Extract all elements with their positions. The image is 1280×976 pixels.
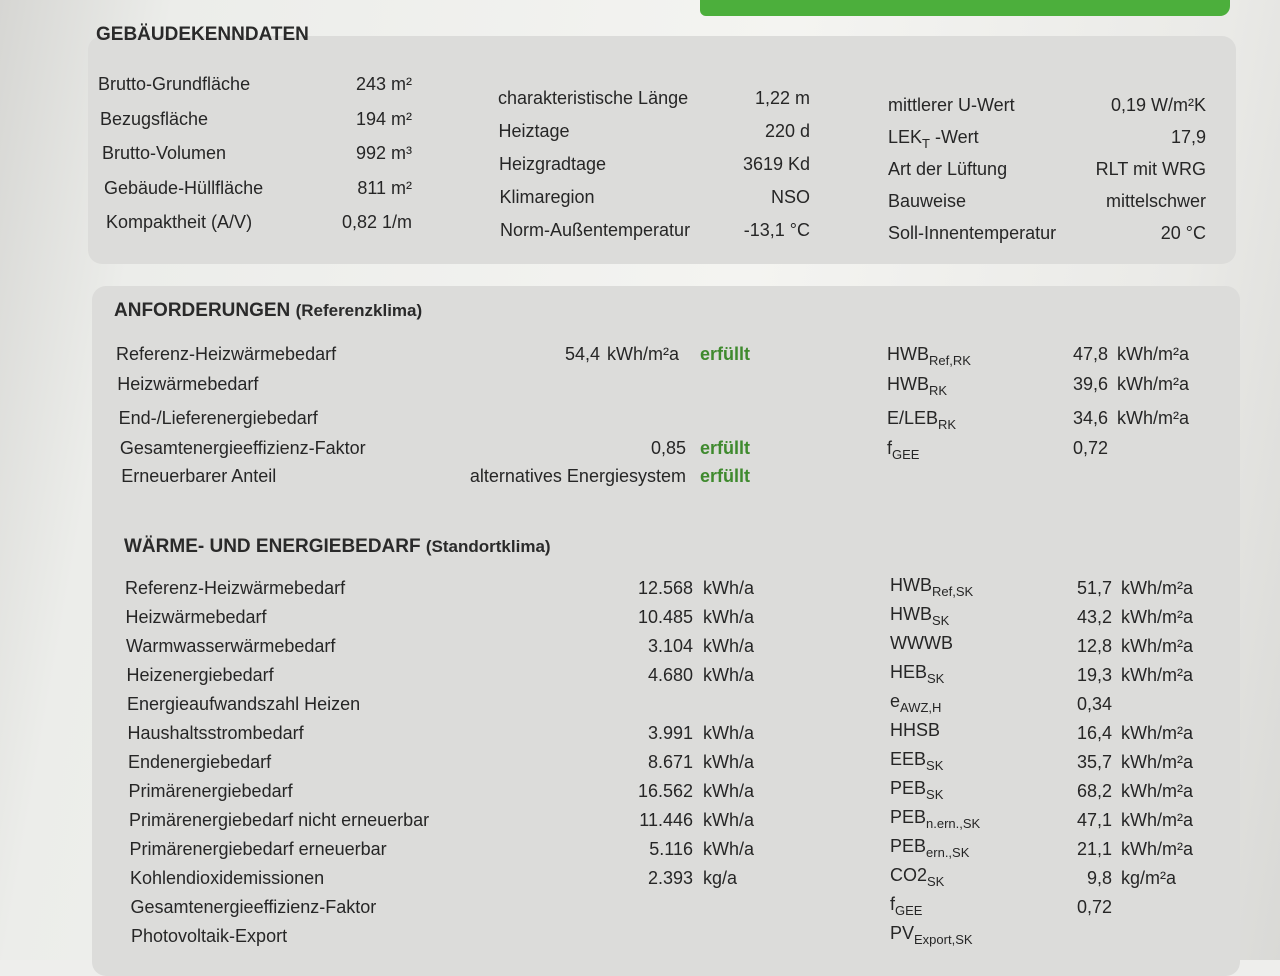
building-data-label: Brutto-Volumen xyxy=(102,143,227,163)
symbol-subscript: SK xyxy=(927,671,945,686)
energy-demand-unit: kWh/a xyxy=(703,723,755,743)
energy-demand-symbol xyxy=(890,633,953,657)
symbol-subscript: RK xyxy=(928,383,948,398)
energy-demand-row xyxy=(128,749,1200,778)
energy-demand-label: Primärenergiebedarf nicht erneuerbar xyxy=(129,810,430,830)
building-data-value: mittelschwer xyxy=(1105,191,1206,211)
energy-demand-label: Primärenergiebedarf erneuerbar xyxy=(129,839,387,859)
energy-demand-ref-value: 16,4 xyxy=(1076,723,1112,743)
building-data-value: 3619 Kd xyxy=(742,154,810,174)
building-data-value: 811 m² xyxy=(357,177,412,198)
symbol-main: HHSB xyxy=(890,720,941,740)
label-main: LEK xyxy=(888,127,923,147)
energy-demand-row xyxy=(126,662,1201,691)
energy-demand-row xyxy=(129,807,1200,836)
requirement-ref-unit: kWh/m²a xyxy=(1116,408,1189,428)
requirement-label: Heizwärmebedarf xyxy=(117,374,259,394)
building-data-label: Bezugsfläche xyxy=(100,108,209,129)
requirement-ref-unit: kWh/m²a xyxy=(1117,344,1189,364)
symbol-main: f xyxy=(886,438,892,458)
energy-demand-ref-value: 43,2 xyxy=(1076,607,1112,627)
energy-demand-label: Gesamtenergieeffizienz-Faktor xyxy=(130,897,377,917)
energy-demand-symbol xyxy=(890,807,980,831)
energy-demand-label: Endenergiebedarf xyxy=(128,752,272,772)
energy-demand-row xyxy=(127,691,1200,720)
energy-demand-value: 16.562 xyxy=(637,781,693,801)
symbol-main: PEB xyxy=(890,836,927,856)
symbol-main: WWWB xyxy=(890,633,953,653)
energy-demand-unit: kg/a xyxy=(703,868,738,888)
building-data-label: Gebäude-Hüllfläche xyxy=(104,177,264,198)
symbol-subscript: RK xyxy=(938,417,957,432)
building-data-row xyxy=(500,220,812,246)
energy-demand-value: 11.446 xyxy=(639,810,693,830)
label-subscript: T xyxy=(922,136,930,151)
requirements-title xyxy=(114,300,422,322)
symbol-main: E/LEB xyxy=(886,408,939,428)
requirement-symbol xyxy=(887,408,956,432)
symbol-subscript: n.ern.,SK xyxy=(926,816,981,831)
energy-demand-ref-value: 35,7 xyxy=(1076,752,1112,772)
energy-demand-ref-value: 68,2 xyxy=(1076,781,1112,801)
building-data-value: RLT mit WRG xyxy=(1095,159,1206,179)
building-data-heading: GEBÄUDEKENNDATEN xyxy=(96,24,309,45)
requirement-ref-value: 0,72 xyxy=(1072,438,1108,458)
symbol-main: HEB xyxy=(890,662,928,682)
energy-demand-unit: kWh/a xyxy=(703,781,755,801)
energy-demand-unit: kWh/a xyxy=(703,665,755,685)
building-data-label: Soll-Innentemperatur xyxy=(888,223,1057,243)
symbol-subscript: SK xyxy=(927,874,945,889)
symbol-subscript: GEE xyxy=(892,447,920,462)
building-data-row xyxy=(499,154,811,180)
energy-demand-value: 2.393 xyxy=(647,868,693,888)
symbol-subscript: Ref,RK xyxy=(929,353,971,368)
energy-demand-symbol xyxy=(890,836,969,860)
requirement-status: erfüllt xyxy=(700,344,751,364)
energy-demand-value: 12.568 xyxy=(637,578,693,598)
building-data-row xyxy=(888,127,1206,153)
requirement-label: Gesamtenergieeffizienz-Faktor xyxy=(119,438,366,458)
building-data-value: 20 °C xyxy=(1160,223,1206,243)
building-data-label xyxy=(888,127,979,151)
energy-demand-ref-unit: kg/m²a xyxy=(1121,868,1177,888)
symbol-subscript: Ref,SK xyxy=(932,584,974,599)
energy-demand-title xyxy=(124,536,551,558)
requirement-row xyxy=(117,374,1190,400)
building-data-row xyxy=(100,109,414,135)
building-data-value: 0,19 W/m²K xyxy=(1110,95,1206,115)
symbol-subscript: Export,SK xyxy=(914,932,973,947)
symbol-subscript: GEE xyxy=(895,903,923,918)
requirement-ref-value: 39,6 xyxy=(1072,374,1108,394)
energy-demand-ref-unit: kWh/m²a xyxy=(1121,723,1193,743)
building-data-label: Kompaktheit (A/V) xyxy=(106,212,253,232)
symbol-subscript: SK xyxy=(926,758,944,773)
energy-demand-unit: kWh/a xyxy=(703,839,755,859)
building-data-row xyxy=(499,121,811,147)
energy-demand-ref-value: 51,7 xyxy=(1076,578,1112,598)
building-data-value: 17,9 xyxy=(1170,127,1206,147)
symbol-subscript: SK xyxy=(926,787,944,802)
building-data-label: Heizgradtage xyxy=(499,154,607,174)
energy-demand-symbol xyxy=(890,923,973,947)
building-data-value: 992 m³ xyxy=(355,143,412,163)
building-data-label: Brutto-Grundfläche xyxy=(98,74,251,94)
energy-demand-value: 3.104 xyxy=(647,636,693,656)
building-data-value: -13,1 °C xyxy=(743,220,810,240)
requirements-subheading: (Referenzklima) xyxy=(295,301,423,320)
energy-demand-value: 3.991 xyxy=(647,723,693,743)
symbol-subscript: AWZ,H xyxy=(900,700,942,715)
requirement-ref-unit: kWh/m²a xyxy=(1116,374,1189,394)
building-data-row xyxy=(888,223,1206,249)
symbol-main: HWB xyxy=(890,575,932,595)
building-data-row xyxy=(102,143,416,169)
energy-demand-ref-value: 47,1 xyxy=(1076,810,1112,830)
energy-demand-ref-unit: kWh/m²a xyxy=(1121,607,1193,627)
building-data-value: 0,82 1/m xyxy=(341,212,412,232)
energy-demand-unit: kWh/a xyxy=(703,578,755,598)
symbol-main: CO2 xyxy=(890,865,928,885)
header-accent-bar xyxy=(700,0,1230,16)
building-data-label: charakteristische Länge xyxy=(498,88,689,108)
requirement-label: Erneuerbarer Anteil xyxy=(121,466,277,486)
energy-demand-symbol xyxy=(890,575,973,599)
requirement-status: erfüllt xyxy=(699,438,750,458)
energy-demand-symbol xyxy=(890,778,943,802)
building-data-label: Art der Lüftung xyxy=(888,159,1008,179)
energy-demand-unit: kWh/a xyxy=(703,810,755,830)
energy-demand-label: Warmwasserwärmebedarf xyxy=(126,636,336,656)
symbol-subscript: ern.,SK xyxy=(926,845,970,860)
energy-demand-subheading: (Standortklima) xyxy=(425,537,551,556)
energy-demand-ref-value: 9,8 xyxy=(1086,868,1112,888)
building-data-value: 243 m² xyxy=(355,74,412,94)
energy-demand-symbol xyxy=(890,865,944,889)
energy-demand-value: 4.680 xyxy=(647,665,693,685)
requirement-label: Referenz-Heizwärmebedarf xyxy=(116,344,337,364)
building-data-value: 220 d xyxy=(764,121,810,141)
requirement-symbol xyxy=(887,374,947,398)
energy-demand-label: Referenz-Heizwärmebedarf xyxy=(125,578,346,598)
energy-demand-row xyxy=(131,923,1200,952)
energy-demand-symbol xyxy=(890,749,943,773)
energy-demand-ref-unit: kWh/m²a xyxy=(1121,665,1193,685)
building-data-label: mittlerer U-Wert xyxy=(888,95,1015,115)
energy-demand-row xyxy=(130,894,1201,923)
building-data-row xyxy=(498,88,810,114)
energy-demand-label: Primärenergiebedarf xyxy=(128,781,293,801)
symbol-main: HWB xyxy=(890,604,932,624)
energy-demand-row xyxy=(125,604,1201,633)
symbol-main: HWB xyxy=(887,344,929,364)
building-data-row xyxy=(888,159,1206,185)
building-data-row xyxy=(500,187,812,213)
energy-demand-heading: WÄRME- UND ENERGIEBEDARF xyxy=(124,536,421,557)
building-data-label: Norm-Außentemperatur xyxy=(500,220,691,240)
symbol-subscript: SK xyxy=(932,613,950,628)
building-data-title xyxy=(96,24,309,46)
energy-demand-row xyxy=(125,575,1200,604)
energy-demand-value: 5.116 xyxy=(649,839,693,859)
building-data-row xyxy=(106,212,420,238)
requirement-row xyxy=(120,438,1190,464)
energy-demand-row xyxy=(126,633,1200,662)
energy-demand-label: Heizwärmebedarf xyxy=(125,607,267,627)
energy-demand-ref-unit: kWh/m²a xyxy=(1121,578,1193,598)
energy-demand-ref-value: 12,8 xyxy=(1076,636,1112,656)
requirement-value: 54,4 xyxy=(564,344,600,364)
symbol-main: f xyxy=(890,894,896,914)
label-suffix: -Wert xyxy=(929,127,979,147)
requirement-symbol xyxy=(887,438,919,462)
requirement-row xyxy=(119,408,1190,434)
energy-demand-ref-unit: kWh/m²a xyxy=(1121,810,1193,830)
energy-demand-value: 10.485 xyxy=(637,607,693,627)
energy-demand-ref-value: 19,3 xyxy=(1076,665,1112,685)
building-data-row xyxy=(98,74,412,100)
symbol-main: HWB xyxy=(886,374,929,394)
energy-demand-row xyxy=(127,720,1201,749)
symbol-main: PV xyxy=(890,923,915,943)
building-data-row xyxy=(888,95,1206,121)
energy-demand-ref-value: 21,1 xyxy=(1076,839,1112,859)
energy-demand-unit: kWh/a xyxy=(703,636,755,656)
building-data-value: 194 m² xyxy=(355,108,412,129)
energy-demand-row xyxy=(130,865,1200,894)
energy-demand-symbol xyxy=(890,894,922,918)
energy-demand-symbol xyxy=(890,604,949,628)
requirement-value: alternatives Energiesystem xyxy=(469,466,686,486)
symbol-main: PEB xyxy=(890,778,927,798)
energy-demand-ref-unit: kWh/m²a xyxy=(1121,752,1193,772)
energy-demand-value: 8.671 xyxy=(647,752,693,772)
energy-demand-row xyxy=(129,836,1201,865)
symbol-main: PEB xyxy=(890,807,927,827)
building-data-value: 1,22 m xyxy=(754,88,810,108)
energy-demand-symbol xyxy=(890,691,941,715)
energy-demand-ref-unit: kWh/m²a xyxy=(1121,839,1193,859)
requirements-heading: ANFORDERUNGEN xyxy=(114,300,291,321)
building-data-label: Bauweise xyxy=(888,191,967,211)
energy-demand-ref-unit: kWh/m²a xyxy=(1121,636,1193,656)
requirement-row xyxy=(116,344,1190,370)
energy-demand-unit: kWh/a xyxy=(703,607,755,627)
symbol-main: EEB xyxy=(890,749,927,769)
symbol-main: e xyxy=(890,691,901,711)
energy-demand-symbol xyxy=(890,720,940,744)
building-data-row xyxy=(888,191,1206,217)
energy-demand-label: Heizenergiebedarf xyxy=(126,665,274,685)
requirement-ref-value: 34,6 xyxy=(1072,408,1108,428)
requirement-status: erfüllt xyxy=(699,466,750,486)
energy-demand-label: Photovoltaik-Export xyxy=(131,926,288,946)
energy-demand-label: Energieaufwandszahl Heizen xyxy=(127,694,361,714)
requirement-value: 0,85 xyxy=(650,438,686,458)
energy-demand-label: Kohlendioxidemissionen xyxy=(130,868,325,888)
building-data-label: Klimaregion xyxy=(499,187,595,207)
energy-demand-ref-unit: kWh/m²a xyxy=(1121,781,1193,801)
building-data-label: Heiztage xyxy=(498,121,570,141)
requirement-row xyxy=(121,466,1190,492)
building-data-row xyxy=(104,178,418,204)
energy-demand-ref-value: 0,72 xyxy=(1076,897,1112,917)
requirement-symbol xyxy=(887,344,971,368)
requirement-ref-value: 47,8 xyxy=(1072,344,1108,364)
energy-demand-label: Haushaltsstrombedarf xyxy=(127,723,304,743)
requirement-unit: kWh/m²a xyxy=(607,344,679,364)
requirement-label: End-/Lieferenergiebedarf xyxy=(118,408,318,428)
energy-demand-ref-value: 0,34 xyxy=(1076,694,1112,714)
energy-demand-symbol xyxy=(890,662,944,686)
energy-demand-row xyxy=(128,778,1201,807)
building-data-value: NSO xyxy=(770,187,810,207)
energy-demand-unit: kWh/a xyxy=(703,752,755,772)
